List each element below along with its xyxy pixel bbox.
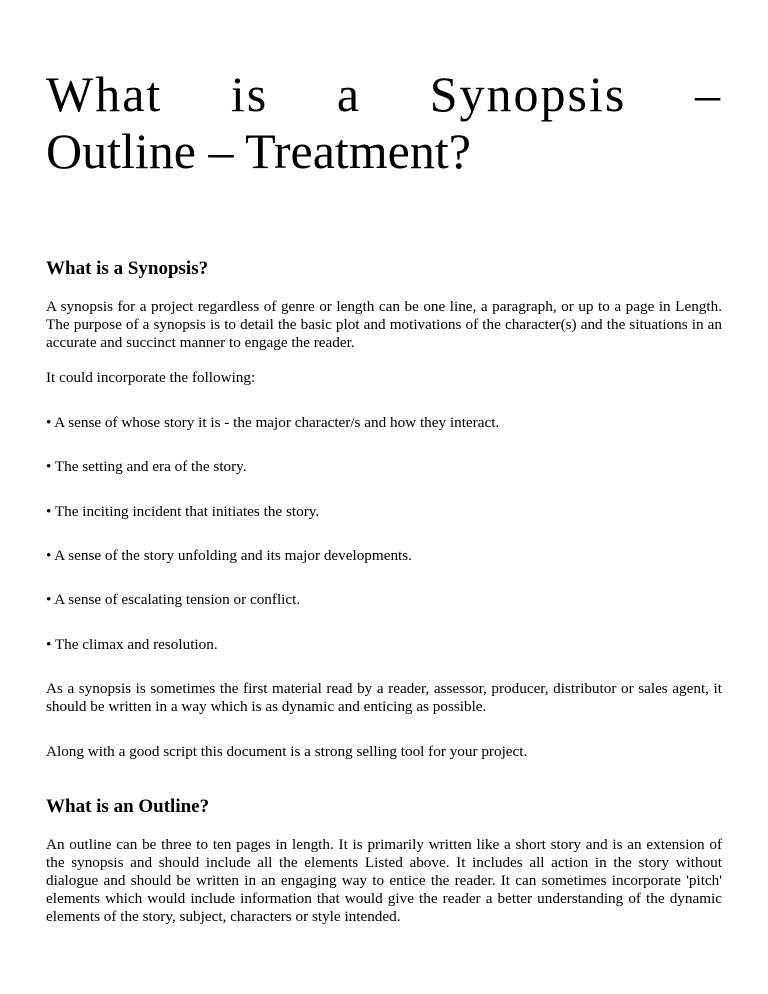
page-title-line-2: Outline – Treatment? xyxy=(46,123,471,179)
synopsis-bullet: • A sense of the story unfolding and its major developments. xyxy=(46,547,412,564)
outline-heading: What is an Outline? xyxy=(46,796,210,817)
synopsis-bullet: • A sense of escalating tension or conflict. xyxy=(46,591,301,608)
synopsis-paragraph-3: Along with a good script this document is a strong selling tool for your project. xyxy=(46,743,528,760)
page-title-line-1: What is a Synopsis – xyxy=(46,66,722,122)
outline-paragraph-1: An outline can be three to ten pages in length. It is primarily written like a short story and is an extension of the synopsis and should include all the elements Listed above. It includes all action in the story without dialogue and should be written in an engaging way to entice the reader. It can sometimes incorporate 'pitch' elements which would include information that would give the reader a better understanding of the dynamic elements of the story, subject, characters or style intended. xyxy=(46,836,722,925)
synopsis-bullet: • A sense of whose story it is - the major character/s and how they interact. xyxy=(46,414,500,431)
synopsis-paragraph-2: As a synopsis is sometimes the first material read by a reader, assessor, producer, distributor or sales agent, it should be written in a way which is as dynamic and enticing as possible. xyxy=(46,680,722,715)
page-title xyxy=(46,66,722,180)
synopsis-bullet: • The inciting incident that initiates the story. xyxy=(46,503,320,520)
synopsis-intro: It could incorporate the following: xyxy=(46,369,256,386)
synopsis-bullet: • The climax and resolution. xyxy=(46,636,218,653)
synopsis-heading: What is a Synopsis? xyxy=(46,258,209,279)
synopsis-bullet: • The setting and era of the story. xyxy=(46,458,247,475)
synopsis-paragraph-1: A synopsis for a project regardless of genre or length can be one line, a paragraph, or up to a page in Length. The purpose of a synopsis is to detail the basic plot and motivations of the character(s) and the situations in an accurate and succinct manner to engage the reader. xyxy=(46,298,722,351)
